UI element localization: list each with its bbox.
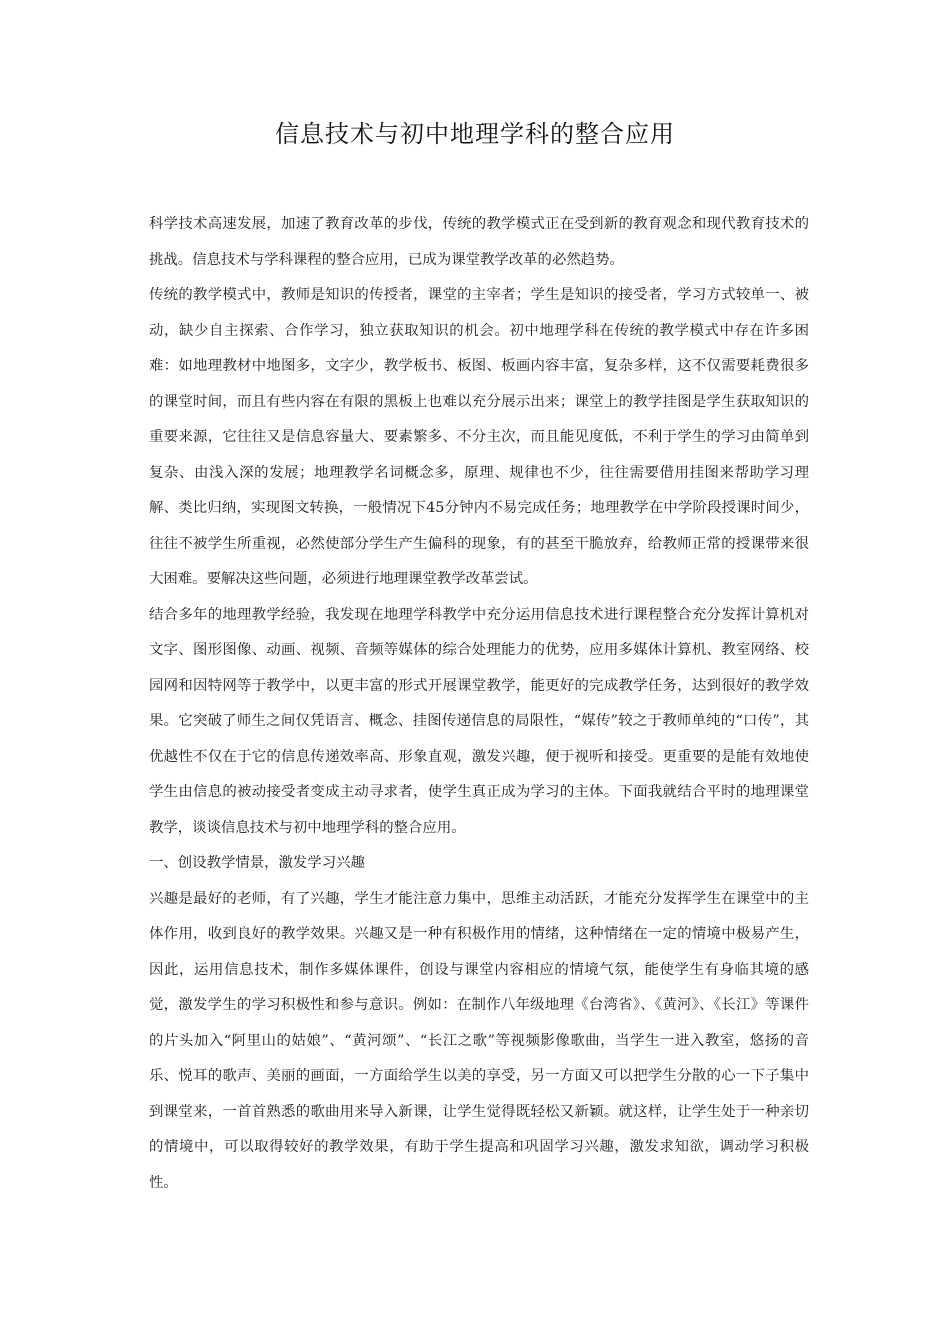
paragraph-traditional-model: 传统的教学模式中，教师是知识的传授者，课堂的主宰者；学生是知识的接受者，学习方式较单一、被动，缺少自主探索、合作学习，独立获取知识的机会。初中地理学科在传统的教学模式中存在许多困难：如地理教材中地图多，文字少，教学板书、板图、板画内容丰富，复杂多样，这不仅需要耗费很多的课堂时间，而且有些内容在有限的黑板上也难以充分展示出来；课堂上的教学挂图是学生获取知识的重要来源，它往往又是信息容量大、要素繁多、不分主次，而且能见度低，不利于学生的学习由简单到复杂、由浅入深的发展；地理教学名词概念多，原理、规律也不少，往往需要借用挂图来帮助学习理解、类比归纳，实现图文转换，一般情况下45分钟内不易完成任务；地理教学在中学阶段授课时间少，往往不被学生所重视，必然使部分学生产生偏科的现象，有的甚至干脆放弃，给教师正常的授课带来很大困难。要解决这些问题，必须进行地理课堂教学改革尝试。 — [149, 287, 809, 587]
paragraph-intro: 科学技术高速发展，加速了教育改革的步伐，传统的教学模式正在受到新的教育观念和现代教育技术的挑战。信息技术与学科课程的整合应用，已成为课堂教学改革的必然趋势。 — [149, 216, 809, 268]
document-body — [149, 207, 809, 1201]
paragraph-integration-experience: 结合多年的地理教学经验，我发现在地理学科教学中充分运用信息技术进行课程整合充分发挥计算机对文字、图形图像、动画、视频、音频等媒体的综合处理能力的优势，应用多媒体计算机、教室网络、校园网和因特网等于教学中，以更丰富的形式开展课堂教学，能更好的完成教学任务，达到很好的教学效果。它突破了师生之间仅凭语言、概念、挂图传递信息的局限性，“媒传”较之于教师单纯的“口传”，其优越性不仅在于它的信息传递效率高、形象直观，激发兴趣，便于视听和接受。更重要的是能有效地使学生由信息的被动接受者变成主动寻求者，使学生真正成为学习的主体。下面我就结合平时的地理课堂教学，谈谈信息技术与初中地理学科的整合应用。 — [149, 606, 809, 836]
paragraph-section-interest: 兴趣是最好的老师，有了兴趣，学生才能注意力集中，思维主动活跃，才能充分发挥学生在课堂中的主体作用，收到良好的教学效果。兴趣又是一种有积极作用的情绪，这种情绪在一定的情境中极易产生，因此，运用信息技术，制作多媒体课件，创设与课堂内容相应的情境气氛，能使学生有身临其境的感觉，激发学生的学习积极性和参与意识。例如：在制作八年级地理《台湾省》、《黄河》、《长江》等课件的片头加入“阿里山的姑娘”、“黄河颂”、“长江之歌”等视频影像歌曲，当学生一进入教室，悠扬的音乐、悦耳的歌声、美丽的画面，一方面给学生以美的享受，另一方面又可以把学生分散的心一下子集中到课堂来，一首首熟悉的歌曲用来导入新课，让学生觉得既轻松又新颖。就这样，让学生处于一种亲切的情境中，可以取得较好的教学效果，有助于学生提高和巩固学习兴趣，激发求知欲，调动学习积极性。 — [149, 890, 809, 1191]
section-heading: 一、创设教学情景，激发学习兴趣 — [149, 855, 365, 871]
document-title: 信息技术与初中地理学科的整合应用 — [275, 120, 675, 148]
